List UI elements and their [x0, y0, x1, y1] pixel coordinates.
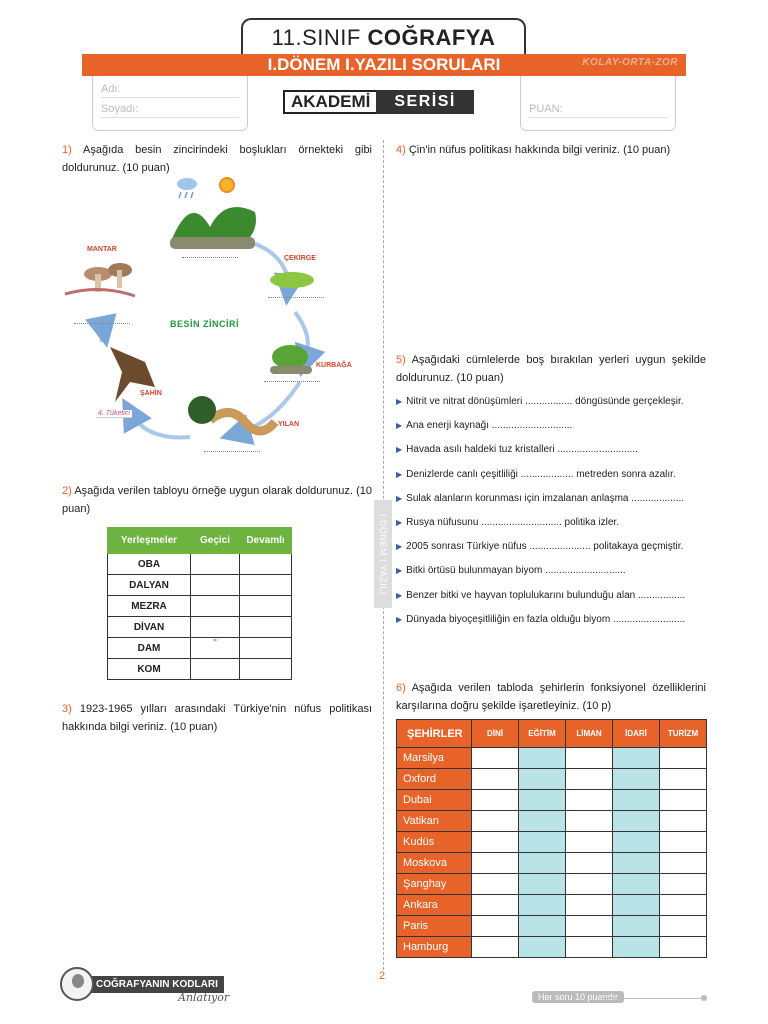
list-item[interactable]: ▶ Ana enerji kaynağı .............................	[396, 414, 708, 438]
col-header: ŞEHİRLER	[397, 720, 472, 748]
answer-cell[interactable]	[660, 769, 707, 790]
answer-cell[interactable]	[613, 916, 660, 937]
example-answer: 4. Tüketici	[98, 410, 130, 417]
question-text: Çin'in nüfus politikası hakkında bilgi veriniz. (10 puan)	[408, 144, 671, 156]
score-field[interactable]: PUAN:	[529, 100, 667, 118]
answer-cell[interactable]	[240, 638, 292, 659]
food-chain-title: BESİN ZİNCİRİ	[170, 319, 240, 329]
table-row	[108, 617, 292, 638]
answer-cell[interactable]	[566, 790, 613, 811]
grasshopper-icon	[270, 272, 314, 288]
table-row	[397, 748, 707, 769]
answer-cell[interactable]	[613, 790, 660, 811]
city-name: Hamburg	[397, 937, 472, 958]
table-row	[108, 554, 292, 575]
table-row	[397, 937, 707, 958]
answer-cell[interactable]	[519, 769, 566, 790]
student-info-box	[92, 76, 248, 131]
col-header: Yerleşmeler	[108, 528, 191, 554]
list-item[interactable]: ▶ Rusya nüfusunu ............................. politika izler.	[396, 511, 708, 535]
answer-cell[interactable]	[191, 617, 240, 638]
question-2	[62, 482, 372, 518]
table-row	[397, 832, 707, 853]
city-name: Moskova	[397, 853, 472, 874]
question-text: Aşağıda verilen tabloda şehirlerin fonksiyonel özelliklerini karşılarına doğru şekilde işaretleyiniz. (10 p)	[396, 682, 706, 712]
answer-cell[interactable]	[566, 895, 613, 916]
difficulty-label: KOLAY-ORTA-ZOR	[582, 57, 678, 68]
answer-cell[interactable]	[191, 596, 240, 617]
row-label: KOM	[108, 659, 191, 680]
logo-text: COĞRAFYANIN KODLARI	[90, 976, 224, 993]
city-function-table	[396, 719, 707, 958]
row-label: DAM	[108, 638, 191, 659]
city-name: Dubai	[397, 790, 472, 811]
question-6	[396, 679, 706, 715]
question-3	[62, 700, 372, 736]
answer-cell[interactable]	[613, 832, 660, 853]
row-label: DALYAN	[108, 575, 191, 596]
table-row	[108, 659, 292, 680]
list-item[interactable]: ▶ Bitki örtüsü bulunmayan biyom .............................	[396, 559, 708, 583]
city-name: Kudüs	[397, 832, 472, 853]
question-number: 6)	[396, 682, 406, 694]
col-header: LİMAN	[566, 720, 613, 748]
title-grade: 11.SINIF	[271, 25, 361, 50]
question-text: Aşağıda besin zincirindeki boşlukları örnekteki gibi doldurunuz. (10 puan)	[62, 144, 373, 174]
list-item[interactable]: ▶ Denizlerde canlı çeşitliliği ................... metreden sonra azalır.	[396, 463, 708, 487]
mark: "	[213, 638, 217, 647]
answer-cell[interactable]	[472, 895, 519, 916]
answer-cell[interactable]	[191, 575, 240, 596]
answer-slot[interactable]	[264, 376, 320, 382]
answer-slot[interactable]	[204, 446, 260, 452]
brand-right: SERİSİ	[376, 90, 473, 114]
food-chain-art	[60, 172, 360, 462]
series-brand	[283, 90, 474, 114]
answer-cell[interactable]	[472, 811, 519, 832]
city-name: Marsilya	[397, 748, 472, 769]
label-sahin: ŞAHİN	[140, 390, 162, 397]
answer-cell[interactable]	[613, 811, 660, 832]
table-row	[397, 853, 707, 874]
answer-cell[interactable]	[566, 916, 613, 937]
answer-cell[interactable]	[566, 811, 613, 832]
answer-cell[interactable]	[472, 748, 519, 769]
question-text: Aşağıda verilen tabloyu örneğe uygun olarak doldurunuz. (10 puan)	[62, 485, 373, 515]
answer-cell[interactable]	[519, 874, 566, 895]
answer-cell[interactable]	[613, 895, 660, 916]
answer-cell[interactable]	[660, 916, 707, 937]
question-text: 1923-1965 yılları arasındaki Türkiye'nin nüfus politikası hakkında bilgi veriniz. (10 puan)	[62, 703, 373, 733]
food-chain-diagram	[60, 172, 360, 462]
page-number: 2	[379, 970, 386, 982]
answer-cell[interactable]	[613, 874, 660, 895]
answer-cell[interactable]	[472, 916, 519, 937]
answer-cell[interactable]	[519, 853, 566, 874]
table-row	[108, 638, 292, 659]
answer-cell[interactable]	[519, 937, 566, 958]
answer-cell[interactable]	[660, 748, 707, 769]
question-number: 1)	[62, 144, 72, 156]
exam-banner	[82, 54, 686, 76]
label-cekirge: ÇEKİRGE	[284, 255, 316, 262]
answer-slot[interactable]	[182, 252, 238, 258]
surname-field[interactable]: Soyadı:	[101, 100, 239, 118]
exam-subtitle: I.DÖNEM I.YAZILI SORULARI	[267, 55, 501, 74]
answer-slot[interactable]	[268, 292, 324, 298]
row-label: OBA	[108, 554, 191, 575]
city-name: Ankara	[397, 895, 472, 916]
answer-cell[interactable]	[613, 748, 660, 769]
answer-cell[interactable]	[566, 853, 613, 874]
answer-cell[interactable]	[660, 832, 707, 853]
answer-cell[interactable]	[191, 554, 240, 575]
name-field[interactable]: Adı:	[101, 80, 239, 98]
answer-cell[interactable]	[660, 790, 707, 811]
answer-cell[interactable]	[613, 769, 660, 790]
question-number: 3)	[62, 703, 72, 715]
arrow-5	[101, 328, 104, 342]
arrow-4	[130, 412, 190, 438]
label-mantar: MANTAR	[87, 246, 117, 253]
city-name: Vatikan	[397, 811, 472, 832]
question-text: Aşağıdaki cümlelerde boş bırakılan yerleri uygun şekilde doldurunuz. (10 puan)	[396, 354, 706, 384]
city-name: Oxford	[397, 769, 472, 790]
question-number: 4)	[396, 144, 406, 156]
question-number: 5)	[396, 354, 406, 366]
city-name: Şanghay	[397, 874, 472, 895]
footer-note: Her soru 10 puandır	[532, 991, 624, 1003]
answer-cell[interactable]	[240, 617, 292, 638]
col-header: TURİZM	[660, 720, 707, 748]
answer-cell[interactable]	[566, 832, 613, 853]
side-label: I.DÖNEM I.YAZILI	[374, 500, 392, 608]
answer-cell[interactable]	[472, 937, 519, 958]
table-row	[397, 916, 707, 937]
answer-cell[interactable]	[566, 748, 613, 769]
answer-cell[interactable]	[240, 575, 292, 596]
question-5	[396, 351, 706, 387]
cloud-icon	[177, 178, 197, 190]
label-kurbaga: KURBAĞA	[316, 362, 352, 369]
answer-cell[interactable]	[660, 937, 707, 958]
answer-cell[interactable]	[519, 832, 566, 853]
table-row	[397, 874, 707, 895]
brand-logo	[60, 967, 230, 1004]
avatar	[60, 967, 94, 1001]
frog-icon	[272, 345, 308, 369]
col-header: İDARİ	[613, 720, 660, 748]
answer-cell[interactable]	[613, 937, 660, 958]
row-label: DİVAN	[108, 617, 191, 638]
answer-cell[interactable]	[191, 659, 240, 680]
page-title	[241, 18, 526, 56]
col-header: EĞİTİM	[519, 720, 566, 748]
answer-cell[interactable]	[519, 790, 566, 811]
question-number: 2)	[62, 485, 72, 497]
city-name: Paris	[397, 916, 472, 937]
answer-cell[interactable]	[519, 895, 566, 916]
list-item[interactable]: ▶ Benzer bitki ve hayvan toplulukarını bulunduğu alan .................	[396, 584, 708, 608]
list-item[interactable]: ▶ Dünyada biyoçeşitliliğin en fazla olduğu biyom ..........................	[396, 608, 708, 632]
title-subject: COĞRAFYA	[367, 25, 496, 50]
list-item[interactable]: ▶ 2005 sonrası Türkiye nüfus ...................... politakaya geçmiştir.	[396, 535, 708, 559]
row-label: MEZRA	[108, 596, 191, 617]
answer-cell[interactable]	[519, 811, 566, 832]
answer-cell[interactable]	[472, 853, 519, 874]
list-item[interactable]: ▶ Havada asılı haldeki tuz kristalleri .............................	[396, 438, 708, 462]
answer-cell[interactable]	[472, 874, 519, 895]
answer-cell[interactable]	[566, 874, 613, 895]
table-row	[108, 575, 292, 596]
answer-cell[interactable]	[660, 895, 707, 916]
col-header: Devamlı	[240, 528, 292, 554]
question-4	[396, 141, 706, 159]
col-header: DİNİ	[472, 720, 519, 748]
answer-cell[interactable]	[240, 554, 292, 575]
answer-cell[interactable]	[191, 638, 240, 659]
list-item[interactable]: ▶ Nitrit ve nitrat dönüşümleri ................. döngüsünde gerçekleşir.	[396, 390, 708, 414]
table-row	[397, 790, 707, 811]
answer-cell[interactable]	[566, 769, 613, 790]
tree-icon	[188, 396, 216, 424]
logo-script: Anlatıyor	[178, 991, 230, 1004]
table-row	[397, 811, 707, 832]
sun-icon	[220, 178, 234, 192]
label-yilan: YILAN	[278, 421, 299, 428]
table-row	[108, 596, 292, 617]
footer-line	[600, 998, 704, 999]
answer-cell[interactable]	[660, 853, 707, 874]
answer-cell[interactable]	[240, 596, 292, 617]
answer-cell[interactable]	[519, 916, 566, 937]
answer-cell[interactable]	[472, 790, 519, 811]
score-box	[520, 76, 676, 131]
col-header: Geçici	[191, 528, 240, 554]
footer-dot	[701, 995, 707, 1001]
fill-blank-list	[396, 390, 708, 632]
answer-cell[interactable]	[660, 811, 707, 832]
answer-cell[interactable]	[240, 659, 292, 680]
answer-cell[interactable]	[566, 937, 613, 958]
table-row	[397, 769, 707, 790]
table-row	[397, 895, 707, 916]
answer-cell[interactable]	[519, 748, 566, 769]
brand-left: AKADEMİ	[283, 90, 376, 114]
answer-cell[interactable]	[660, 874, 707, 895]
answer-cell[interactable]	[472, 832, 519, 853]
answer-slot[interactable]	[74, 318, 130, 324]
answer-cell[interactable]	[472, 769, 519, 790]
settlement-table	[107, 527, 292, 680]
answer-cell[interactable]	[613, 853, 660, 874]
list-item[interactable]: ▶ Sulak alanların korunması için imzalanan anlaşma ...................	[396, 487, 708, 511]
